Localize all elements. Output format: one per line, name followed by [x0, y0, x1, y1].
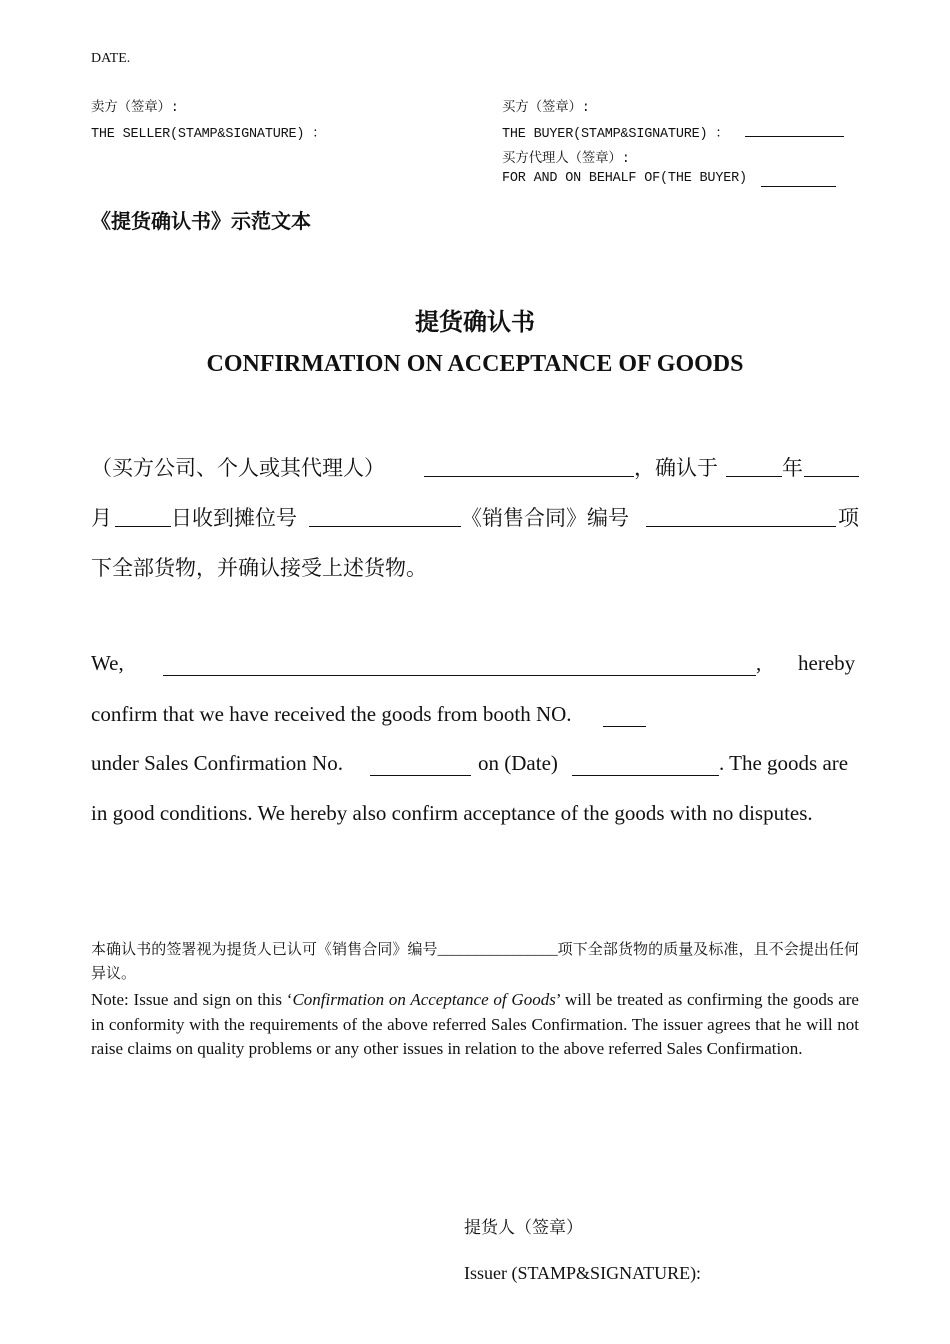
agent-label-en: FOR AND ON BEHALF OF(THE BUYER) [502, 171, 747, 186]
booth-no-blank[interactable] [603, 705, 646, 727]
confirm-at-text: ，确认于 [634, 456, 718, 480]
we-text: We, [91, 651, 124, 675]
year-blank[interactable] [726, 455, 782, 477]
day-blank[interactable] [115, 505, 171, 527]
sales-confirmation-no-blank[interactable] [370, 754, 471, 776]
on-date-text: on (Date) [478, 751, 558, 775]
note-en-rest: ’ will be treated as confirming the goods are in conformity with the requirements of the above referred Sales Confirmation. The issuer agrees that he will not raise claims on quality problems or any other issues in relation to the above referred Sales Confirmation. [91, 990, 859, 1058]
buyer-party-label: （买方公司、个人或其代理人） [91, 456, 385, 480]
note-cn-blank[interactable]: ________________ [437, 942, 558, 958]
buyer-name-blank[interactable] [424, 455, 634, 477]
buyer-label-cn: 买方（签章）: [502, 101, 590, 116]
issuer-label-cn: 提货人（签章） [464, 1218, 583, 1237]
hereby-text: hereby [798, 651, 856, 675]
note-cn-part1: 本确认书的签署视为提货人已认可《销售合同》编号 [91, 942, 438, 958]
note-cn [91, 938, 859, 986]
buyer-signature-line[interactable] [745, 122, 844, 137]
doc-title-cn: 提货确认书 [415, 308, 535, 336]
month-blank[interactable] [804, 455, 859, 477]
seller-label-en: THE SELLER(STAMP&SIGNATURE) ： [91, 127, 326, 142]
company-name-blank[interactable] [163, 654, 756, 676]
note-cn-part2: 项下全部货物的质量及标准，且不会提出任何异议。 [91, 942, 859, 982]
note-en [91, 988, 859, 1062]
en-paragraph-line2: confirm that we have received the goods from booth NO. [91, 702, 572, 726]
agent-signature-line[interactable] [761, 172, 836, 187]
month-text: 月 [91, 506, 112, 530]
note-en-italic-title: Confirmation on Acceptance of Goods [292, 990, 556, 1009]
item-text: 项 [838, 506, 859, 530]
en-paragraph-line4: in good conditions. We hereby also confirm acceptance of the goods with no disputes. [91, 801, 813, 825]
agent-label-cn: 买方代理人（签章）: [502, 152, 630, 167]
doc-title-en: CONFIRMATION ON ACCEPTANCE OF GOODS [206, 351, 744, 377]
seller-label-cn: 卖方（签章）: [91, 101, 179, 116]
year-text: 年 [782, 456, 803, 480]
date-blank[interactable] [572, 754, 719, 776]
contract-number-blank[interactable] [646, 505, 836, 527]
goods-are-text: . The goods are [719, 751, 849, 775]
contract-number-text: 《销售合同》编号 [461, 506, 629, 530]
sample-title: 《提货确认书》示范文本 [91, 209, 311, 233]
cn-paragraph-line3: 下全部货物，并确认接受上述货物。 [91, 556, 427, 580]
note-en-prefix: Note: Issue and sign on this ‘ [91, 990, 293, 1009]
booth-number-blank[interactable] [309, 505, 461, 527]
date-label: DATE. [91, 51, 131, 66]
issuer-label-en: Issuer (STAMP&SIGNATURE): [464, 1263, 702, 1283]
buyer-label-en: THE BUYER(STAMP&SIGNATURE) ： [502, 127, 729, 142]
under-sales-confirmation-text: under Sales Confirmation No. [91, 751, 343, 775]
comma-text: , [756, 651, 762, 675]
day-receive-booth-text: 日收到摊位号 [171, 506, 297, 530]
